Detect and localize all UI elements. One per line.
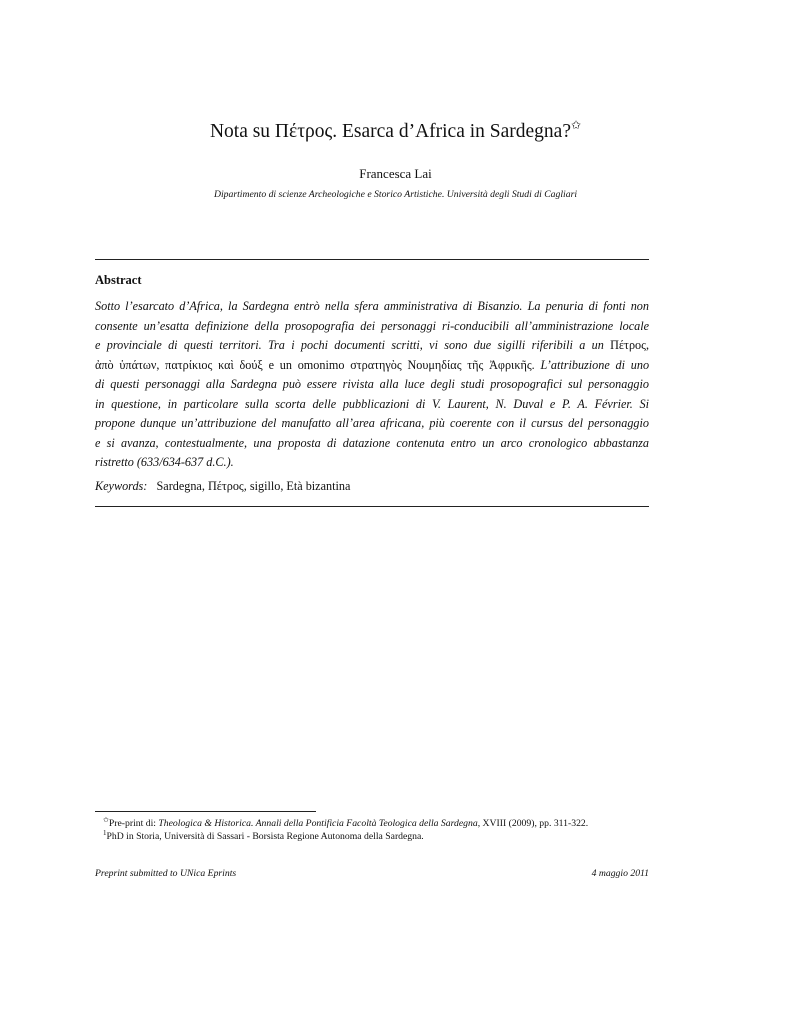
footnote-text: PhD in Storia, Università di Sassari - Borsista Regione Autonoma della Sardegna. [106, 831, 424, 842]
footnote-author [103, 830, 588, 843]
abstract-greek-title: ἀπὸ ὑπάτων, πατρίκιος καὶ δούξ [95, 357, 263, 372]
abstract-line: consente un’esatta definizione della prosopografia dei personaggi ri-conducibili all’amministrazione locale [95, 318, 649, 333]
abstract-line: di questi personaggi alla Sardegna può essere rivista alla luce degli studi prosopografici sul personaggio [95, 377, 649, 391]
preprint-date: 4 maggio 2011 [591, 868, 649, 879]
abstract-body [95, 297, 649, 473]
abstract-line [95, 336, 649, 356]
preprint-notice: Preprint submitted to UNica Eprints [95, 868, 237, 879]
abstract-line: Sotto l’esarcato d’Africa, la Sardegna entrò nella sfera amministrativa di Bisanzio. La penuria di fonti non [95, 299, 649, 313]
author-name: Francesca Lai [359, 166, 432, 181]
title-footnote-mark: ✩ [571, 118, 582, 132]
footnote-text: , XVIII (2009), pp. 311-322. [477, 818, 589, 829]
abstract-line-text: e provinciale di questi territori. Tra i pochi documenti scritti, vi sono due sigilli riferibili a un [95, 338, 604, 352]
abstract-greek-name: Πέτρος, [610, 338, 649, 352]
footnotes [103, 817, 588, 843]
footnote-preprint [103, 817, 588, 830]
abstract-top-rule [95, 259, 649, 260]
footnote-mark: ✩ [103, 816, 109, 824]
keywords [95, 478, 350, 494]
abstract-line: ristretto (633/634-637 d.C.). [95, 455, 234, 469]
footnote-mark: 1 [103, 829, 107, 837]
abstract-bottom-rule [95, 506, 649, 507]
keywords-label: Keywords: [95, 479, 148, 493]
paper-title [0, 120, 791, 144]
author-affiliation: Dipartimento di scienze Archeologiche e Storico Artistiche. Università degli Studi di Cagliari [213, 189, 578, 200]
abstract-greek-title: στρατηγὸς Νουμηδίας τῆς Ἀφρικῆς. [350, 357, 535, 372]
abstract-line-text: e un omonimo [268, 357, 345, 372]
abstract-line: e si avanza, contestualmente, una proposta di datazione contenuta entro un arco cronologico abbastanza [95, 435, 649, 450]
abstract-line [95, 356, 649, 376]
footnote-journal: Theologica & Historica. Annali della Pontificia Facoltà Teologica della Sardegna [158, 818, 478, 829]
footnote-text: Pre-print di: [108, 818, 159, 829]
abstract-line: propone dunque un’attribuzione del manufatto all’area africana, più coerente con il cursus del personaggio [95, 416, 649, 430]
abstract-heading: Abstract [95, 273, 142, 287]
abstract-line: in questione, in particolare sulla scorta delle pubblicazioni di V. Laurent, N. Duval e P. A. Février. Si [95, 396, 649, 411]
footnote-rule [95, 811, 316, 812]
abstract-line-text: L’attribuzione di uno [540, 357, 650, 372]
keywords-values: Sardegna, Πέτρος, sigillo, Età bizantina [156, 479, 351, 493]
title-text: Nota su Πέτρος. Esarca d’Africa in Sardegna? [209, 121, 571, 142]
